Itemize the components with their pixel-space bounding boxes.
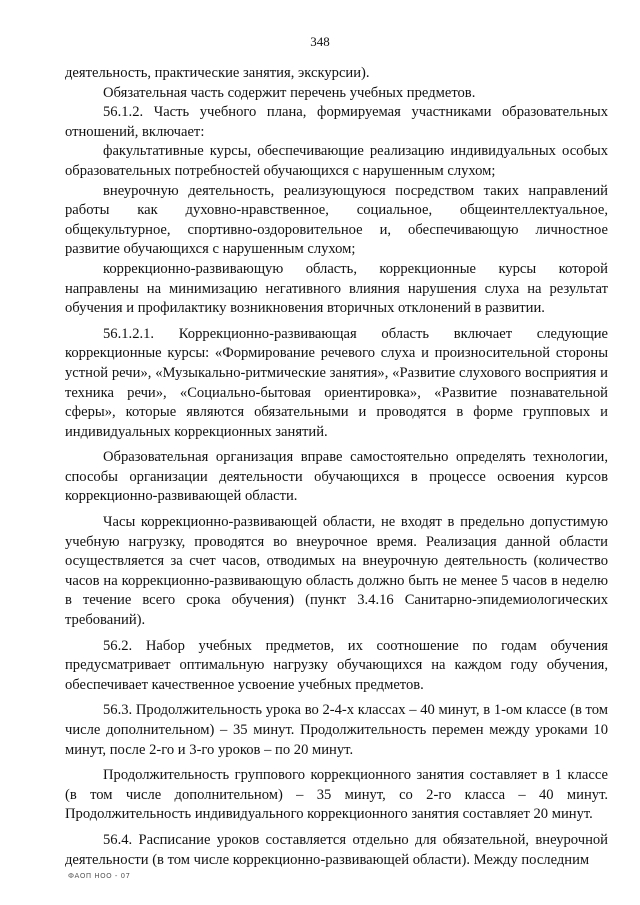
paragraph-organization-rights: Образовательная организация вправе самостоятельно определять технологии, способы организации деятельности обучающихся в процессе освоения курсов коррекционно-развивающей области. — [65, 449, 608, 505]
footer-code: ФАОП НОО - 07 — [68, 872, 131, 880]
paragraph-56-4: 56.4. Расписание уроков составляется отдельно для обязательной, внеурочной деятельности (в том числе коррекционно-развивающей области). Между последним — [65, 831, 608, 868]
paragraph-56-3: 56.3. Продолжительность урока во 2-4-х классах – 40 минут, в 1-ом классе (в том числе дополнительном) – 35 минут. Продолжительность перемен между уроками 10 минут, после 2-го и 3-го уроков – по 20 минут. — [65, 702, 608, 758]
paragraph-56-2: 56.2. Набор учебных предметов, их соотношение по годам обучения предусматривает оптимальную нагрузку обучающихся на каждом году обучения, обеспечивает качественное усвоение учебных предметов. — [65, 637, 608, 693]
paragraph-56-1-2: 56.1.2. Часть учебного плана, формируемая участниками образовательных отношений, включает: — [65, 104, 608, 140]
document-body — [65, 64, 608, 870]
paragraph-mandatory-part: Обязательная часть содержит перечень учебных предметов. — [103, 84, 476, 101]
paragraph-56-1-2-1: 56.1.2.1. Коррекционно-развивающая область включает следующие коррекционные курсы: «Формирование речевого слуха и произносительной стороны устной речи», «Музыкально-ритмические занятия», «Развитие слухового восприятия и техника речи», «Социально-бытовая ориентировка», «Развитие познавательной сферы», которые являются обязательными и проводятся в форме групповых и индивидуальных коррекционных занятий. — [65, 325, 608, 440]
paragraph-optional-courses: факультативные курсы, обеспечивающие реализацию индивидуальных особых образовательных потребностей обучающихся с нарушенным слухом; — [65, 143, 608, 179]
paragraph-group-lesson-duration: Продолжительность группового коррекционного занятия составляет в 1 классе (в том числе дополнительном) – 35 минут, со 2-го класса – 40 минут. Продолжительность индивидуального коррекционного занятия составляет 20 минут. — [65, 767, 608, 823]
page-number: 348 — [310, 34, 330, 49]
paragraph-extracurricular: внеурочную деятельность, реализующуюся посредством таких направлений работы как духовно-нравственное, социальное, общеинтеллектуальное, общекультурное, спортивно-оздоровительное и, обеспечивающую личностное развитие обучающихся с нарушенным слухом; — [65, 182, 608, 258]
paragraph-correctional-hours: Часы коррекционно-развивающей области, не входят в предельно допустимую учебную нагрузку, проводятся во внеурочное время. Реализация данной области осуществляется за счет часов, отводимых на внеурочную деятельность (количество часов на коррекционно-развивающую область должно быть не менее 5 часов в неделю в течение всего срока обучения) (пункт 3.4.16 Санитарно-эпидемиологических требований). — [65, 514, 608, 629]
paragraph-continuation: деятельность, практические занятия, экскурсии). — [65, 65, 370, 81]
paragraph-correctional-area: коррекционно-развивающую область, коррекционные курсы которой направлены на минимизацию негативного влияния нарушения слуха на результат обучения и профилактику возникновения вторичных отклонений в развитии. — [65, 260, 608, 317]
